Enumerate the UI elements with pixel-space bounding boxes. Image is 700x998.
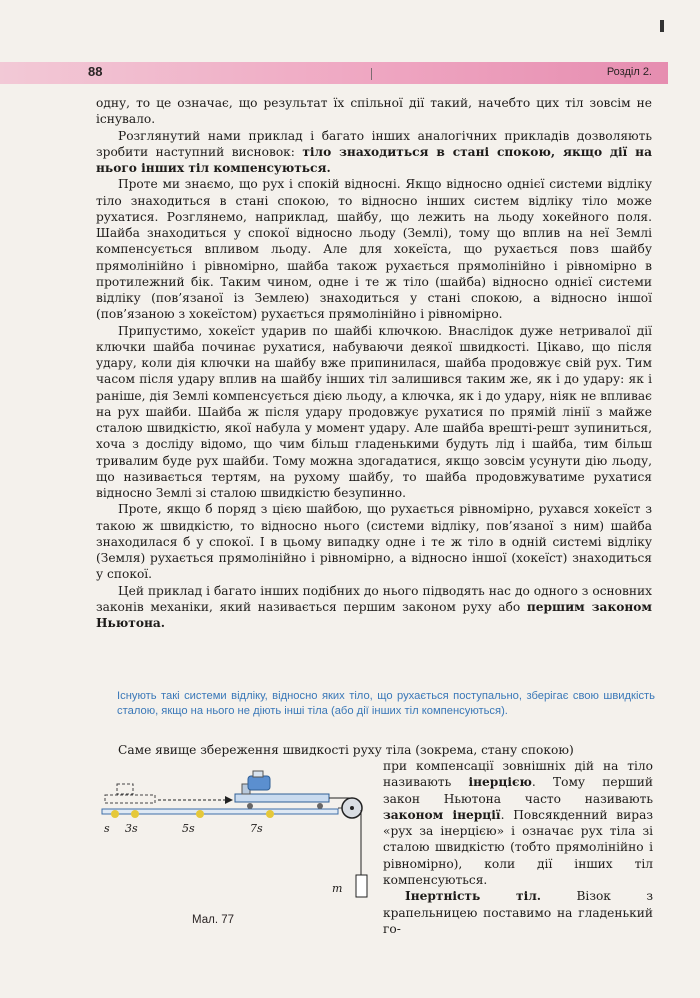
- label-5s: 5s: [182, 822, 195, 835]
- section-label: Розділ 2.: [606, 66, 652, 78]
- drop-mark: [266, 810, 274, 818]
- dropper-neck: [253, 771, 263, 777]
- page-number: 88: [88, 64, 103, 79]
- label-m: m: [332, 882, 343, 895]
- term-law-of-inertia: законом інерції: [383, 807, 501, 822]
- drop-mark: [111, 810, 119, 818]
- paragraph-1: одну, то це означає, що результат їх спільної дії такий, начебто цих тіл зовсім не існувало.: [96, 96, 652, 127]
- hanging-weight: [356, 875, 367, 897]
- inertness-text: Візок з крапельницею поставимо на гладенький го-: [383, 889, 653, 936]
- label-3s: 3s: [125, 822, 138, 835]
- motion-arrow-head: [225, 796, 233, 804]
- inertia-tail: . Повсякденний вираз «рух за інерцією» і означає рух тіла зі сталою швидкістю (тобто прямолінійно і рівномірно), коли дії інших тіл компенсуються.: [383, 807, 653, 888]
- paragraph-5: Проте, якщо б поряд з цією шайбою, що рухається рівномірно, рухався хокеїст з такою ж швидкістю, то відносно нього (системи відліку, пов’язаної з ним) шайба знаходилася б у спокої. І в цьому випадку одне і те ж тіло в одній системі відліку (Земля) рухається прямолінійно і рівномірно, а відносно іншої (хокеїст) знаходиться у спокої.: [96, 502, 652, 582]
- body-text: [96, 95, 652, 631]
- paragraph-6: [96, 583, 652, 632]
- drop-mark: [131, 810, 139, 818]
- ghost-dropper: [117, 784, 133, 794]
- figure-caption: Мал. 77: [192, 914, 234, 926]
- paragraph-2: [96, 128, 652, 177]
- figure-77: [100, 770, 375, 935]
- inertia-side-text: [383, 758, 653, 937]
- pulley-axle: [350, 806, 354, 810]
- corner-mark: [660, 20, 664, 32]
- rest-conclusion: тіло знаходиться в стані спокою, якщо дії на нього інших тіл компенсуються.: [96, 144, 652, 175]
- newton-first-law-callout: Існують такі системи відліку, відносно яких тіло, що рухається поступально, зберігає свою швидкість сталою, якщо на нього не діють інші тіла (або дії інших тіл компенсуються).: [117, 690, 655, 717]
- paragraph-2-text: Розглянутий нами приклад і багато інших аналогічних прикладів дозволяють зробити наступний висновок:: [96, 128, 652, 159]
- ghost-cart: [105, 795, 155, 803]
- drop-mark: [196, 810, 204, 818]
- paragraph-6-text: Цей приклад і багато інших подібних до нього підводять нас до одного з основних законів механіки, який називається першим законом руху або: [96, 583, 652, 614]
- inertness-paragraph: [383, 888, 653, 937]
- cart-diagram: [100, 770, 375, 935]
- inertia-mid: . Тому перший закон Ньютона часто називають: [383, 775, 654, 806]
- label-s: s: [104, 822, 110, 835]
- cart-wheel-left: [247, 803, 253, 809]
- newton-law-term: першим законом Ньютона.: [96, 599, 653, 630]
- paragraph-4: Припустимо, хокеїст ударив по шайбі ключкою. Внаслідок дуже нетривалої дії ключки шайба починає рухатися, набуваючи деякої швидкості. Цікаво, що після удару, коли дія ключки на шайбу вже припинилася, шайба продовжує свій рух. Тим часом після удару вплив на шайбу інших тіл залишився таким же, як і до удару: як і раніше, дія Землі компенсується дією льоду, а ключка, як і до удару, ніяк не впливає на рух шайби. Шайба ж після удару продовжує рухатися по прямій лінії з майже сталою швидкістю, якої набула у момент удару. Але шайба врешті-решт зупиниться, хоча з досліду відомо, що чим більш гладенькими будуть лід і шайба, тим більш тривалим буде рух шайби. Тому можна здогадатися, якщо зовсім усунути дію льоду, що називається тертям, на рухому шайбу, то шайба продовжуватиме рухатися відносно Землі зі сталою швидкістю безупинно.: [96, 323, 652, 500]
- inertia-lead-line: Саме явище збереження швидкості руху тіла (зокрема, стану спокою): [118, 743, 574, 757]
- cart-wheel-right: [317, 803, 323, 809]
- header-tick: [371, 68, 372, 80]
- inertia-definition: [383, 758, 653, 888]
- term-inertia: інерцією: [468, 775, 532, 790]
- dropper-flask: [248, 776, 270, 790]
- inertia-cont: при компенсації зовнішніх дій на тіло називають: [383, 759, 653, 790]
- cart-body: [235, 794, 329, 802]
- inertness-heading: Інертність тіл.: [405, 889, 542, 904]
- label-7s: 7s: [250, 822, 263, 835]
- paragraph-3: Проте ми знаємо, що рух і спокій відносні. Якщо відносно однієї системи відліку тіло знаходиться в стані спокою, то відносно інших систем відліку тіло може рухатися. Розглянемо, наприклад, шайбу, що лежить на льоду хокейного поля. Шайба знаходиться у спокої відносно льоду (Землі), тому що вплив на неї Землі компенсується впливом льоду. Але для хокеїста, що рухається повз шайбу прямолінійно і рівномірно, шайба також рухається прямолінійно і рівномірно в протилежний бік. Таким чином, одне і те ж тіло (шайба) відносно однієї системи відліку (пов’язаної із Землею) знаходиться у стані спокою, а відносно іншої (пов’язаною з хокеїстом) рухається прямолінійно і рівномірно.: [96, 177, 652, 322]
